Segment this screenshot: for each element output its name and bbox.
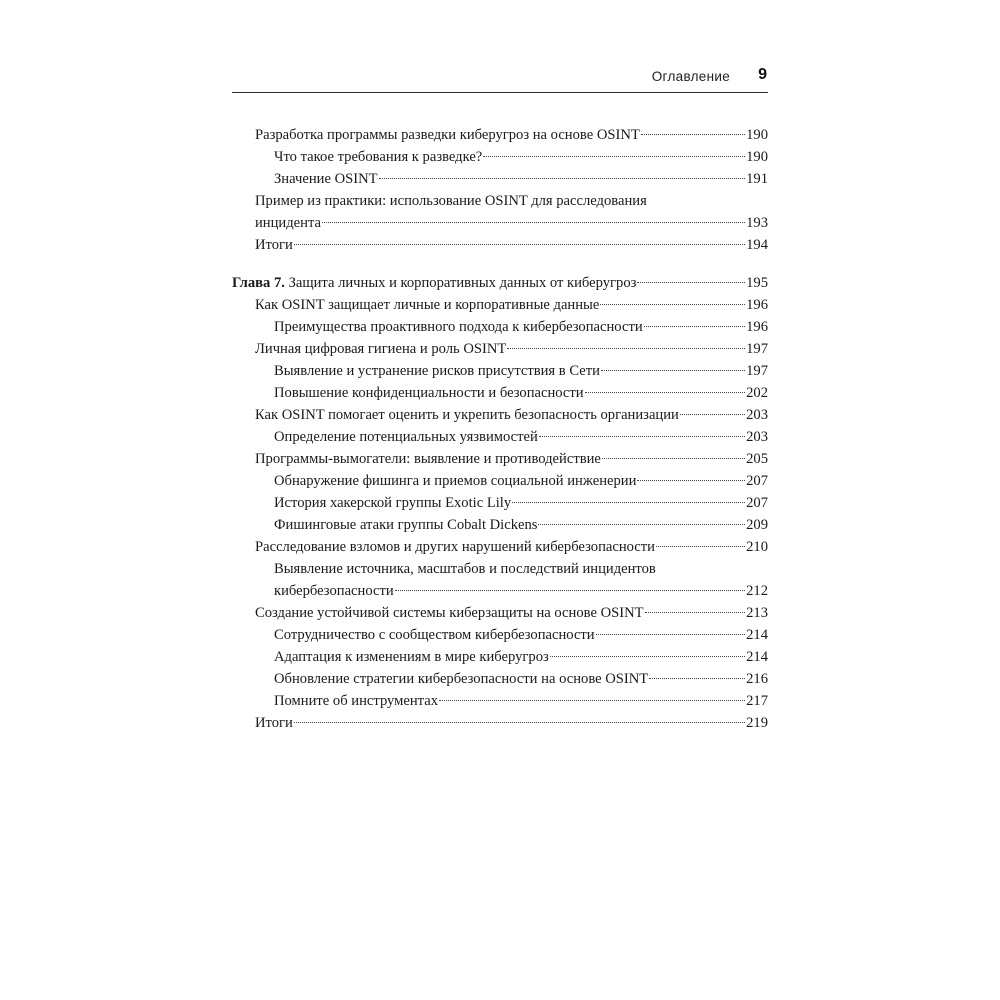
toc-entry [232,426,768,448]
dot-leader [322,222,745,223]
toc-entry-title: Сотрудничество с сообществом кибербезопасности [274,627,595,643]
toc-entry-title: Повышение конфиденциальности и безопасности [274,385,584,401]
chapter-title: Защита личных и корпоративных данных от киберугроз [288,275,637,291]
toc-entry-page: 219 [746,715,768,731]
dot-leader [596,634,745,635]
toc-entry [232,168,768,190]
toc-entry [232,514,768,536]
toc-entry [232,360,768,382]
toc-entry [232,492,768,514]
dot-leader [483,156,745,157]
toc-entry [232,146,768,168]
toc-entry-page: 193 [746,215,768,231]
dot-leader [379,178,746,179]
running-header-title: Оглавление [651,69,730,84]
toc-entry-page: 210 [746,539,768,555]
toc-entry [232,712,768,734]
table-of-contents [232,124,768,734]
toc-entry-title: Итоги [255,715,293,731]
toc-entry-page: 194 [746,237,768,253]
toc-entry-title: Значение OSINT [274,171,378,187]
toc-entry-page: 213 [746,605,768,621]
dot-leader [600,304,745,305]
page-number: 9 [758,66,767,83]
toc-entry-page: 190 [746,149,768,165]
chapter-label: Глава 7. [232,275,285,291]
toc-entry-title: Как OSINT помогает оценить и укрепить безопасность организации [255,407,679,423]
toc-entry-title: Обнаружение фишинга и приемов социальной инженерии [274,473,637,489]
toc-entry [232,190,768,234]
toc-entry-page: 191 [746,171,768,187]
toc-entry-title: Выявление и устранение рисков присутствия в Сети [274,363,600,379]
toc-entry [232,448,768,470]
toc-entry-page: 203 [746,407,768,423]
toc-entry-title: Определение потенциальных уязвимостей [274,429,538,445]
dot-leader [656,546,745,547]
toc-entry [232,536,768,558]
toc-entry-title: Как OSINT защищает личные и корпоративные данные [255,297,600,313]
toc-entry-title: Обновление стратегии кибербезопасности на основе OSINT [274,671,649,687]
toc-entry [232,316,768,338]
dot-leader [637,480,745,481]
toc-entry [232,668,768,690]
toc-entry-title: Итоги [255,237,293,253]
dot-leader [439,700,745,701]
toc-entry-title: Программы-вымогатели: выявление и противодействие [255,451,601,467]
dot-leader [601,370,745,371]
toc-entry-title: Адаптация к изменениям в мире киберугроз [274,649,549,665]
toc-entry [232,382,768,404]
dot-leader [585,392,746,393]
toc-entry [232,294,768,316]
toc-entry-page: 195 [746,275,768,291]
toc-entry-title-line1: Выявление источника, масштабов и последствий инцидентов [274,561,656,577]
toc-entry-title-line2: кибербезопасности [274,583,394,599]
dot-leader [539,436,745,437]
dot-leader [645,612,746,613]
toc-entry-title-line1: Пример из практики: использование OSINT для расследования [255,193,647,209]
dot-leader [507,348,745,349]
toc-entry-page: 197 [746,363,768,379]
dot-leader [602,458,745,459]
toc-entry-page: 214 [746,627,768,643]
dot-leader [395,590,745,591]
toc-entry-page: 196 [746,297,768,313]
toc-entry-page: 196 [746,319,768,335]
toc-entry-title: История хакерской группы Exotic Lily [274,495,512,511]
toc-entry-title-line2: инцидента [255,215,321,231]
toc-entry-title: Фишинговые атаки группы Cobalt Dickens [274,517,538,533]
toc-entry-title: Расследование взломов и других нарушений кибербезопасности [255,539,655,555]
toc-chapter-entry [232,272,768,294]
dot-leader [512,502,745,503]
toc-entry-page: 214 [746,649,768,665]
toc-entry-title: Создание устойчивой системы киберзащиты на основе OSINT [255,605,644,621]
toc-entry [232,124,768,146]
dot-leader [641,134,745,135]
toc-entry [232,404,768,426]
toc-entry-page: 190 [746,127,768,143]
toc-entry [232,646,768,668]
dot-leader [644,326,745,327]
toc-entry [232,624,768,646]
toc-entry-page: 209 [746,517,768,533]
toc-entry-page: 217 [746,693,768,709]
toc-entry-title: Помните об инструментах [274,693,439,709]
toc-entry-page: 207 [746,473,768,489]
dot-leader [680,414,745,415]
toc-entry-page: 203 [746,429,768,445]
toc-entry-title: Что такое требования к разведке? [274,149,483,165]
toc-entry [232,470,768,492]
dot-leader [637,282,745,283]
toc-entry [232,338,768,360]
toc-entry-page: 216 [746,671,768,687]
toc-entry [232,558,768,602]
toc-entry-page: 202 [746,385,768,401]
running-header [232,62,768,93]
dot-leader [294,244,745,245]
toc-entry [232,690,768,712]
toc-entry [232,602,768,624]
toc-entry-page: 205 [746,451,768,467]
toc-entry-title: Преимущества проактивного подхода к кибербезопасности [274,319,643,335]
toc-entry-title: Разработка программы разведки киберугроз на основе OSINT [255,127,640,143]
toc-entry [232,234,768,256]
dot-leader [294,722,745,723]
dot-leader [649,678,745,679]
dot-leader [550,656,745,657]
toc-entry-page: 207 [746,495,768,511]
toc-entry-title: Личная цифровая гигиена и роль OSINT [255,341,507,357]
dot-leader [538,524,745,525]
toc-entry-page: 212 [746,583,768,599]
toc-entry-page: 197 [746,341,768,357]
